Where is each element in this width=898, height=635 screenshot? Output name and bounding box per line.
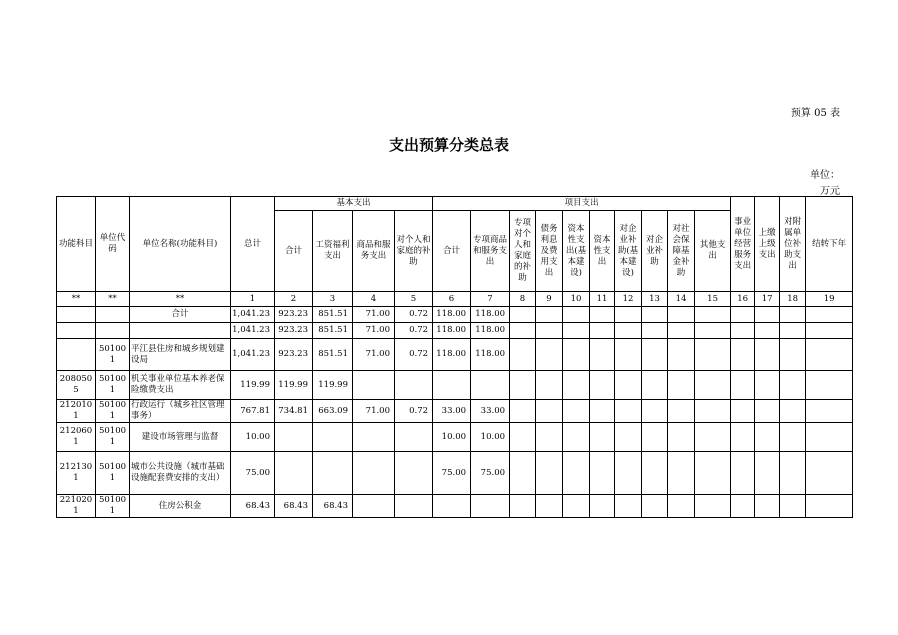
- row-empty-cell: [780, 400, 806, 423]
- table-row: [57, 371, 853, 400]
- table-row: [57, 323, 853, 339]
- row-proj-total: 118.00: [433, 339, 471, 371]
- index-cell: 18: [780, 292, 806, 307]
- row-unit-code: [96, 307, 130, 323]
- row-empty-cell: [806, 400, 853, 423]
- row-basic-total: [275, 452, 313, 495]
- row-empty-cell: [615, 371, 642, 400]
- row-basic-subsidy: 0.72: [395, 307, 433, 323]
- row-empty-cell: [615, 495, 642, 518]
- row-func-code: [57, 323, 96, 339]
- row-basic-total: 734.81: [275, 400, 313, 423]
- row-empty-cell: [510, 323, 536, 339]
- table-row: [57, 495, 853, 518]
- row-basic-goods: 71.00: [353, 323, 395, 339]
- row-total: 767.81: [231, 400, 275, 423]
- row-proj-total: 33.00: [433, 400, 471, 423]
- row-basic-total: 923.23: [275, 339, 313, 371]
- header-basic-group: 基本支出: [275, 197, 433, 211]
- header-basic-salary: 工资福利支出: [313, 211, 353, 292]
- row-proj-total: 118.00: [433, 323, 471, 339]
- row-empty-cell: [755, 323, 780, 339]
- row-proj-total: 75.00: [433, 452, 471, 495]
- table-row: [57, 452, 853, 495]
- row-unit-name: [130, 323, 231, 339]
- row-basic-total: 923.23: [275, 307, 313, 323]
- row-total: 68.43: [231, 495, 275, 518]
- row-func-code: 2210201: [57, 495, 96, 518]
- row-total: 119.99: [231, 371, 275, 400]
- table-row: [57, 307, 853, 323]
- row-proj-goods: [471, 495, 510, 518]
- row-unit-code: 501001: [96, 495, 130, 518]
- row-empty-cell: [806, 323, 853, 339]
- row-empty-cell: [536, 400, 563, 423]
- index-cell: **: [57, 292, 96, 307]
- table-row: [57, 339, 853, 371]
- header-total: 总计: [231, 197, 275, 292]
- index-cell: 4: [353, 292, 395, 307]
- row-basic-goods: 71.00: [353, 307, 395, 323]
- row-empty-cell: [563, 339, 590, 371]
- index-row: [57, 292, 853, 307]
- row-proj-goods: [471, 371, 510, 400]
- row-empty-cell: [780, 371, 806, 400]
- row-basic-salary: 851.51: [313, 339, 353, 371]
- row-empty-cell: [642, 371, 668, 400]
- row-empty-cell: [615, 323, 642, 339]
- row-empty-cell: [642, 452, 668, 495]
- row-func-code: 2120601: [57, 423, 96, 452]
- header-proj-subsidy: 专项对个人和家庭的补助: [510, 211, 536, 292]
- row-empty-cell: [563, 423, 590, 452]
- row-empty-cell: [642, 307, 668, 323]
- row-empty-cell: [536, 307, 563, 323]
- row-proj-goods: 118.00: [471, 307, 510, 323]
- row-basic-salary: 851.51: [313, 323, 353, 339]
- row-empty-cell: [615, 400, 642, 423]
- row-basic-salary: 851.51: [313, 307, 353, 323]
- index-cell: 9: [536, 292, 563, 307]
- row-basic-goods: 71.00: [353, 400, 395, 423]
- row-empty-cell: [536, 323, 563, 339]
- row-empty-cell: [755, 423, 780, 452]
- row-empty-cell: [668, 371, 695, 400]
- row-empty-cell: [536, 495, 563, 518]
- row-proj-goods: 75.00: [471, 452, 510, 495]
- header-social-security: 对社会保障基金补助: [668, 211, 695, 292]
- row-empty-cell: [695, 371, 731, 400]
- budget-table: [56, 196, 853, 518]
- row-proj-total: 118.00: [433, 307, 471, 323]
- index-cell: 6: [433, 292, 471, 307]
- row-basic-goods: 71.00: [353, 339, 395, 371]
- row-empty-cell: [563, 495, 590, 518]
- row-empty-cell: [590, 371, 615, 400]
- row-empty-cell: [731, 495, 755, 518]
- row-unit-name: 行政运行（城乡社区管理事务）: [130, 400, 231, 423]
- row-empty-cell: [755, 339, 780, 371]
- row-total: 75.00: [231, 452, 275, 495]
- index-cell: **: [130, 292, 231, 307]
- index-cell: 17: [755, 292, 780, 307]
- row-basic-subsidy: [395, 452, 433, 495]
- index-cell: 15: [695, 292, 731, 307]
- form-number: 预算 05 表: [790, 108, 840, 119]
- row-empty-cell: [590, 307, 615, 323]
- row-empty-cell: [642, 423, 668, 452]
- row-empty-cell: [780, 307, 806, 323]
- row-unit-code: 501001: [96, 452, 130, 495]
- row-func-code: [57, 339, 96, 371]
- index-cell: 7: [471, 292, 510, 307]
- row-empty-cell: [731, 307, 755, 323]
- row-basic-total: 923.23: [275, 323, 313, 339]
- index-cell: 2: [275, 292, 313, 307]
- row-proj-goods: 10.00: [471, 423, 510, 452]
- row-empty-cell: [755, 400, 780, 423]
- header-func-code: 功能科目: [57, 197, 96, 292]
- row-empty-cell: [780, 339, 806, 371]
- row-unit-name: 合计: [130, 307, 231, 323]
- row-func-code: 2120101: [57, 400, 96, 423]
- table-row: [57, 400, 853, 423]
- row-proj-goods: 118.00: [471, 339, 510, 371]
- row-empty-cell: [615, 423, 642, 452]
- row-empty-cell: [755, 371, 780, 400]
- row-proj-total: [433, 495, 471, 518]
- index-cell: **: [96, 292, 130, 307]
- row-empty-cell: [642, 339, 668, 371]
- header-capital: 资本性支出: [590, 211, 615, 292]
- row-basic-subsidy: 0.72: [395, 339, 433, 371]
- row-empty-cell: [510, 371, 536, 400]
- header-basic-subsidy: 对个人和家庭的补助: [395, 211, 433, 292]
- index-cell: 1: [231, 292, 275, 307]
- row-total: 1,041.23: [231, 323, 275, 339]
- row-unit-name: 住房公积金: [130, 495, 231, 518]
- header-other: 其他支出: [695, 211, 731, 292]
- header-proj-goods: 专项商品和服务支出: [471, 211, 510, 292]
- row-empty-cell: [780, 423, 806, 452]
- row-func-code: 2121301: [57, 452, 96, 495]
- index-cell: 5: [395, 292, 433, 307]
- row-empty-cell: [563, 323, 590, 339]
- row-basic-total: 119.99: [275, 371, 313, 400]
- table-body: [57, 307, 853, 518]
- header-paid-upward: 上缴上级支出: [755, 197, 780, 292]
- row-empty-cell: [731, 400, 755, 423]
- row-empty-cell: [536, 339, 563, 371]
- row-empty-cell: [536, 452, 563, 495]
- index-cell: 14: [668, 292, 695, 307]
- row-proj-goods: 118.00: [471, 323, 510, 339]
- row-total: 1,041.23: [231, 307, 275, 323]
- row-func-code: 2080505: [57, 371, 96, 400]
- row-empty-cell: [642, 400, 668, 423]
- row-empty-cell: [668, 495, 695, 518]
- row-empty-cell: [536, 371, 563, 400]
- row-basic-subsidy: [395, 371, 433, 400]
- header-enterprise: 对企业补助: [642, 211, 668, 292]
- row-empty-cell: [755, 307, 780, 323]
- row-basic-total: [275, 423, 313, 452]
- row-empty-cell: [806, 452, 853, 495]
- row-empty-cell: [731, 339, 755, 371]
- row-unit-code: 501001: [96, 371, 130, 400]
- row-empty-cell: [806, 307, 853, 323]
- row-empty-cell: [695, 323, 731, 339]
- row-empty-cell: [695, 423, 731, 452]
- row-empty-cell: [563, 400, 590, 423]
- row-empty-cell: [590, 452, 615, 495]
- row-empty-cell: [590, 339, 615, 371]
- header-proj-total: 合计: [433, 211, 471, 292]
- row-empty-cell: [668, 339, 695, 371]
- row-unit-code: [96, 323, 130, 339]
- index-cell: 13: [642, 292, 668, 307]
- header-enterprise-construction: 对企业补助(基本建设): [615, 211, 642, 292]
- row-basic-subsidy: 0.72: [395, 400, 433, 423]
- row-empty-cell: [806, 371, 853, 400]
- header-basic-total: 合计: [275, 211, 313, 292]
- row-total: 10.00: [231, 423, 275, 452]
- row-empty-cell: [755, 495, 780, 518]
- row-proj-total: [433, 371, 471, 400]
- header-unit-code: 单位代码: [96, 197, 130, 292]
- table-row: [57, 423, 853, 452]
- header-institution-service: 事业单位经营服务支出: [731, 197, 755, 292]
- index-cell: 11: [590, 292, 615, 307]
- row-basic-goods: [353, 371, 395, 400]
- row-empty-cell: [780, 495, 806, 518]
- row-basic-goods: [353, 495, 395, 518]
- row-empty-cell: [695, 400, 731, 423]
- row-basic-salary: 119.99: [313, 371, 353, 400]
- row-basic-salary: 68.43: [313, 495, 353, 518]
- row-empty-cell: [695, 452, 731, 495]
- row-unit-name: 建设市场管理与监督: [130, 423, 231, 452]
- header-unit-name: 单位名称(功能科目): [130, 197, 231, 292]
- row-basic-total: 68.43: [275, 495, 313, 518]
- row-empty-cell: [510, 400, 536, 423]
- row-empty-cell: [642, 323, 668, 339]
- row-empty-cell: [615, 307, 642, 323]
- row-proj-goods: 33.00: [471, 400, 510, 423]
- header-affiliated-subsidy: 对附属单位补助支出: [780, 197, 806, 292]
- row-empty-cell: [510, 452, 536, 495]
- row-empty-cell: [780, 452, 806, 495]
- row-empty-cell: [510, 339, 536, 371]
- row-basic-subsidy: [395, 495, 433, 518]
- row-empty-cell: [615, 339, 642, 371]
- row-func-code: [57, 307, 96, 323]
- row-unit-code: 501001: [96, 400, 130, 423]
- row-empty-cell: [510, 423, 536, 452]
- row-unit-name: 机关事业单位基本养老保险缴费支出: [130, 371, 231, 400]
- row-unit-code: 501001: [96, 423, 130, 452]
- row-basic-goods: [353, 452, 395, 495]
- row-empty-cell: [731, 371, 755, 400]
- row-empty-cell: [806, 339, 853, 371]
- row-empty-cell: [510, 495, 536, 518]
- row-unit-name: 平江县住房和城乡规划建设局: [130, 339, 231, 371]
- row-basic-salary: [313, 423, 353, 452]
- row-empty-cell: [563, 452, 590, 495]
- row-empty-cell: [563, 307, 590, 323]
- row-empty-cell: [668, 323, 695, 339]
- row-empty-cell: [668, 400, 695, 423]
- row-basic-salary: 663.09: [313, 400, 353, 423]
- row-empty-cell: [755, 452, 780, 495]
- row-empty-cell: [668, 452, 695, 495]
- index-cell: 16: [731, 292, 755, 307]
- row-empty-cell: [731, 323, 755, 339]
- unit-value: 万元: [820, 186, 840, 197]
- row-empty-cell: [563, 371, 590, 400]
- row-empty-cell: [695, 339, 731, 371]
- row-empty-cell: [731, 452, 755, 495]
- header-carry-forward: 结转下年: [806, 197, 853, 292]
- row-empty-cell: [806, 495, 853, 518]
- row-empty-cell: [510, 307, 536, 323]
- row-empty-cell: [695, 495, 731, 518]
- row-basic-subsidy: 0.72: [395, 323, 433, 339]
- row-empty-cell: [590, 423, 615, 452]
- row-total: 1,041.23: [231, 339, 275, 371]
- row-empty-cell: [695, 307, 731, 323]
- row-empty-cell: [590, 323, 615, 339]
- row-unit-name: 城市公共设施（城市基础设施配套费安排的支出）: [130, 452, 231, 495]
- header-project-group: 项目支出: [433, 197, 731, 211]
- row-basic-goods: [353, 423, 395, 452]
- row-unit-code: 501001: [96, 339, 130, 371]
- index-cell: 8: [510, 292, 536, 307]
- row-proj-total: 10.00: [433, 423, 471, 452]
- row-empty-cell: [590, 495, 615, 518]
- index-cell: 19: [806, 292, 853, 307]
- row-empty-cell: [668, 423, 695, 452]
- row-basic-salary: [313, 452, 353, 495]
- row-empty-cell: [590, 400, 615, 423]
- row-empty-cell: [615, 452, 642, 495]
- unit-label: 单位：: [810, 170, 840, 181]
- header-debt: 债务利息及费用支出: [536, 211, 563, 292]
- header-capital-construction: 资本性支出(基本建设): [563, 211, 590, 292]
- index-cell: 12: [615, 292, 642, 307]
- row-basic-subsidy: [395, 423, 433, 452]
- index-cell: 3: [313, 292, 353, 307]
- header-basic-goods: 商品和服务支出: [353, 211, 395, 292]
- page-title: 支出预算分类总表: [388, 136, 509, 154]
- row-empty-cell: [806, 423, 853, 452]
- index-cell: 10: [563, 292, 590, 307]
- row-empty-cell: [642, 495, 668, 518]
- row-empty-cell: [668, 307, 695, 323]
- row-empty-cell: [536, 423, 563, 452]
- row-empty-cell: [731, 423, 755, 452]
- row-empty-cell: [780, 323, 806, 339]
